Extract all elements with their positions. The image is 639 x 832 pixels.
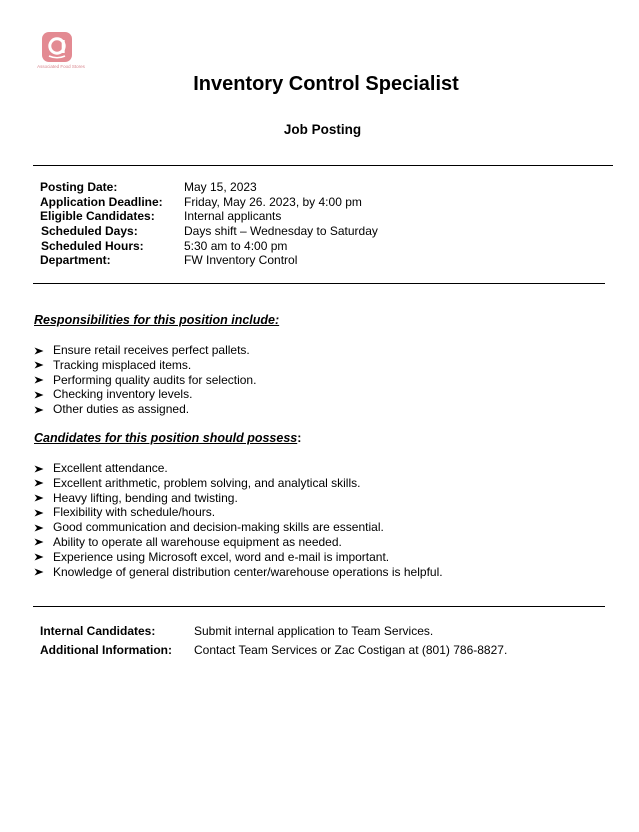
detail-label: Scheduled Hours: xyxy=(41,238,144,253)
detail-label: Scheduled Days: xyxy=(41,224,138,239)
arrow-bullet-icon xyxy=(34,402,44,417)
detail-value: May 15, 2023 xyxy=(184,180,257,194)
arrow-bullet-icon xyxy=(34,550,44,565)
detail-label: Posting Date: xyxy=(40,180,118,194)
detail-value: Days shift – Wednesday to Saturday xyxy=(184,224,378,239)
detail-value: Internal applicants xyxy=(184,209,282,224)
arrow-bullet-icon xyxy=(34,505,44,520)
arrow-bullet-icon xyxy=(34,476,44,491)
divider-footer xyxy=(33,606,605,607)
divider-details xyxy=(33,283,605,284)
arrow-bullet-icon xyxy=(34,358,44,373)
detail-label: Department: xyxy=(40,253,111,268)
arrow-bullet-icon xyxy=(34,387,44,402)
detail-label: Application Deadline: xyxy=(40,194,163,209)
page-subtitle: Job Posting xyxy=(283,122,362,137)
footer-label: Additional Information: xyxy=(40,643,172,657)
page-title: Inventory Control Specialist xyxy=(193,73,459,95)
footer-label: Internal Candidates: xyxy=(40,624,156,638)
responsibilities-heading: Responsibilities for this position include: xyxy=(34,313,280,327)
logo-tagline: Associated Food Stores xyxy=(37,64,85,69)
arrow-bullet-icon xyxy=(34,535,44,550)
arrow-bullet-icon xyxy=(34,343,44,358)
footer-value: Submit internal application to Team Services. xyxy=(194,624,434,638)
detail-value: FW Inventory Control xyxy=(184,253,298,268)
detail-value: Friday, May 26. 2023, by 4:00 pm xyxy=(184,194,362,209)
divider-top xyxy=(33,165,613,166)
arrow-bullet-icon xyxy=(34,565,44,580)
qualifications-heading: Candidates for this position should possess: xyxy=(34,431,302,445)
footer-value: Contact Team Services or Zac Costigan at (801) 786-8827. xyxy=(194,643,508,657)
arrow-bullet-icon xyxy=(34,373,44,388)
arrow-bullet-icon xyxy=(34,491,44,506)
logo-a-icon xyxy=(42,32,72,62)
company-logo xyxy=(34,32,88,69)
detail-value: 5:30 am to 4:00 pm xyxy=(184,238,288,253)
arrow-bullet-icon xyxy=(34,520,44,535)
detail-label: Eligible Candidates: xyxy=(40,209,155,224)
arrow-bullet-icon xyxy=(34,461,44,476)
